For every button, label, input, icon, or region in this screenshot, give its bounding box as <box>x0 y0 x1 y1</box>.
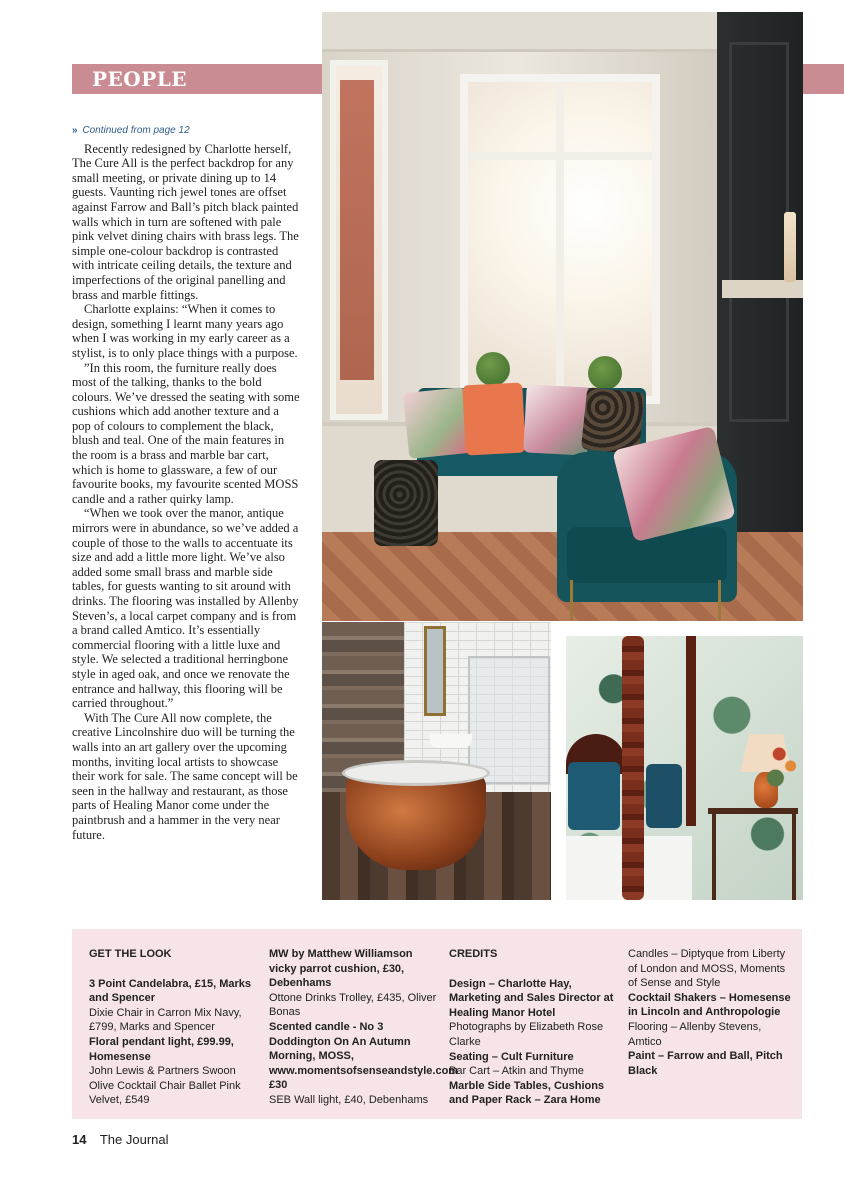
side-window <box>330 60 388 420</box>
get-the-look-column-2 <box>269 947 459 1108</box>
bathtub-rim <box>342 760 490 786</box>
product-item: Scented candle - No 3 Doddington On An Autumn Morning, MOSS, www.momentsofsenseandstyle.com £30 <box>269 1020 459 1092</box>
product-item: Dixie Chair in Carron Mix Navy, £799, Marks and Spencer <box>89 1006 242 1034</box>
window-transom <box>468 152 652 160</box>
bedroom-photo <box>566 636 803 900</box>
table-leg <box>712 814 716 900</box>
credit-item: Marble Side Tables, Cushions and Paper Rack – Zara Home <box>449 1079 605 1107</box>
brick-view <box>340 80 374 380</box>
page-footer <box>72 1132 169 1147</box>
article-paragraph: Charlotte explains: “When it comes to design, something I learnt many years ago when I was working in my early career as a stylist, is to only place things with a purpose. <box>72 302 298 360</box>
candle <box>784 212 796 282</box>
article-body <box>72 124 300 842</box>
four-poster-post <box>686 636 696 826</box>
article-paragraph: ”In this room, the furniture really does most of the talking, thanks to the bold colours. We’ve dressed the seating with some cushions which add another texture and a pop of colours to complement the black, blush and teal. One of the main features in the room is a brass and marble bar cart, which is home to glassware, a few of our favourite books, my favourite scented MOSS candle and a rather quirky lamp. <box>72 360 300 506</box>
table-leg <box>792 814 796 900</box>
room-ceiling <box>322 12 717 52</box>
credit-item: Candles – Diptyque from Liberty of London and MOSS, Moments of Sense and Style <box>628 948 786 990</box>
section-title: PEOPLE <box>92 67 188 91</box>
panel-moulding <box>729 42 789 422</box>
credits-column-2 <box>628 947 793 1078</box>
teal-pillow <box>646 764 682 828</box>
publication-name: The Journal <box>99 1132 169 1147</box>
get-the-look-heading: GET THE LOOK <box>89 948 172 960</box>
article-paragraph: With The Cure All now complete, the creative Lincolnshire duo will be turning the walls into an art gallery over the upcoming months, inviting local artists to showcase their work for sale. The same concept will be seen in the hallway and restaurant, as those parts of Healing Manor come under the paintbrush and a hammer in the very near future. <box>72 710 298 842</box>
article-paragraph: Recently redesigned by Charlotte herself, The Cure All is the perfect backdrop for any small meeting, or private dining up to 14 guests. Vaunting rich jewel tones are offset against Farrow and Ball’s pitch black painted walls which in turn are softened with pale pink velvet dining chairs with brass legs. The simple one-colour backdrop is contrasted with intricate ceiling details, the texture and imperfections of the original panelling and brass and marble fittings. <box>72 141 299 302</box>
credit-item: Photographs by Elizabeth Rose Clarke <box>449 1021 604 1048</box>
credit-item: Seating – Cult Furniture <box>449 1050 574 1063</box>
flower-vase <box>764 736 802 796</box>
orange-cushion <box>462 382 526 455</box>
page-number: 14 <box>72 1132 87 1147</box>
product-item: John Lewis & Partners Swoon Olive Cocktail Chair Ballet Pink Velvet, £549 <box>89 1065 241 1107</box>
product-item: Ottone Drinks Trolley, £435, Oliver Bonas <box>269 991 437 1019</box>
bathroom-photo <box>322 622 551 900</box>
continued-arrow-icon: » <box>72 125 78 136</box>
teal-pillow <box>568 762 620 830</box>
window-mullion <box>556 82 564 396</box>
continued-link[interactable] <box>72 124 300 139</box>
floral-cushion <box>403 387 472 459</box>
product-item: SEB Wall light, £40, Debenhams <box>269 1093 429 1106</box>
section-header-bar-right <box>803 64 844 94</box>
get-the-look-column-1 <box>89 947 259 1108</box>
product-item: 3 Point Candelabra, £15, Marks and Spencer <box>89 977 252 1005</box>
copper-bathtub <box>346 772 486 870</box>
room-photo <box>322 12 803 621</box>
credits-heading: CREDITS <box>449 948 498 960</box>
credit-item: Cocktail Shakers – Homesense in Lincoln and Anthropologie <box>628 991 791 1019</box>
topiary-ball <box>588 356 622 390</box>
article-paragraph: “When we took over the manor, antique mirrors were in abundance, so we’ve added a couple of those to the walls to accentuate its size and add a little more light. We’ve also added some small brass and marble side tables, for guests wanting to sit around with drinks. The flooring was installed by Allenby Steven’s, a local carpet company and is from a brand called Amtico. It’s essentially commercial flooring with a little luxe and style. We selected a traditional herringbone style in aged oak, and once we renovate the entrance and hallway, this flooring will be carried throughout.” <box>72 506 299 711</box>
credit-item: Paint – Farrow and Ball, Pitch Black <box>628 1050 783 1077</box>
product-item: Floral pendant light, £99.99, Homesense <box>89 1035 234 1063</box>
chair-leg <box>570 580 573 620</box>
continued-text: Continued from page 12 <box>82 125 190 136</box>
chair-leg <box>718 580 721 620</box>
shower-screen <box>468 656 550 784</box>
credits-column-1 <box>449 947 614 1108</box>
bedside-table <box>708 808 798 814</box>
product-item: MW by Matthew Williamson vicky parrot cushion, £30, Debenhams <box>269 948 413 990</box>
credit-item: Flooring – Allenby Stevens, Amtico <box>628 1020 762 1048</box>
four-poster-post <box>622 636 644 900</box>
basin <box>430 734 472 748</box>
credit-item: Design – Charlotte Hay, Marketing and Sales Director at Healing Manor Hotel <box>449 977 614 1019</box>
leopard-throw <box>374 460 438 546</box>
mantelpiece <box>722 280 803 298</box>
gilt-mirror <box>424 626 446 716</box>
topiary-ball <box>476 352 510 386</box>
credit-item: Bar Cart – Atkin and Thyme <box>449 1065 584 1078</box>
